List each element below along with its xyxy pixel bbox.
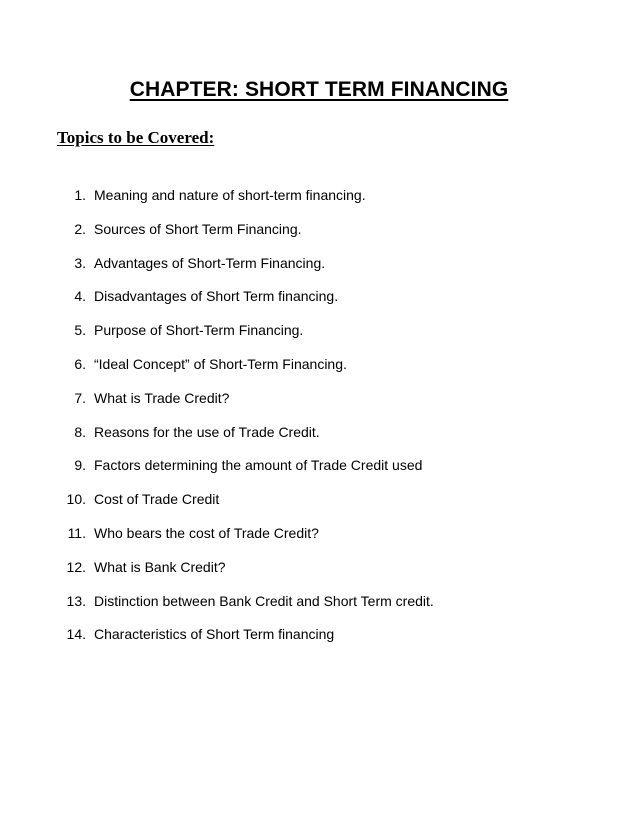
topic-text: Distinction between Bank Credit and Short Term credit.	[94, 592, 434, 609]
topic-number: 3.	[74, 254, 86, 271]
topic-number: 12.	[66, 558, 86, 575]
topic-text: Factors determining the amount of Trade Credit used	[94, 457, 423, 474]
topic-text: Meaning and nature of short-term financing.	[94, 187, 366, 203]
topic-text: Purpose of Short-Term Financing.	[94, 322, 304, 339]
topic-text: Reasons for the use of Trade Credit.	[94, 423, 320, 440]
topic-number: 11.	[67, 524, 86, 541]
topic-number: 2.	[74, 220, 86, 237]
topic-number: 1.	[74, 187, 86, 203]
topic-number: 14.	[66, 626, 86, 643]
topic-number: 9.	[74, 457, 86, 474]
topic-text: Advantages of Short-Term Financing.	[94, 254, 326, 271]
topic-number: 7.	[74, 389, 86, 406]
topic-text: What is Bank Credit?	[94, 558, 226, 575]
chapter-title: CHAPTER: SHORT TERM FINANCING	[129, 78, 509, 101]
topic-number: 13.	[66, 592, 86, 609]
topic-text: What is Trade Credit?	[94, 389, 230, 406]
topic-number: 10.	[66, 491, 86, 508]
topic-number: 4.	[74, 288, 86, 305]
topic-text: “Ideal Concept” of Short-Term Financing.	[94, 355, 347, 372]
topic-text: Cost of Trade Credit	[94, 491, 220, 508]
topic-text: Disadvantages of Short Term financing.	[94, 288, 339, 305]
topics-heading: Topics to be Covered:	[57, 128, 215, 147]
topic-text: Who bears the cost of Trade Credit?	[94, 524, 319, 541]
topic-number: 6.	[74, 355, 86, 372]
topic-text: Sources of Short Term Financing.	[94, 220, 302, 237]
topic-number: 8.	[74, 423, 86, 440]
topic-number: 5.	[74, 322, 86, 339]
topic-text: Characteristics of Short Term financing	[94, 626, 335, 643]
